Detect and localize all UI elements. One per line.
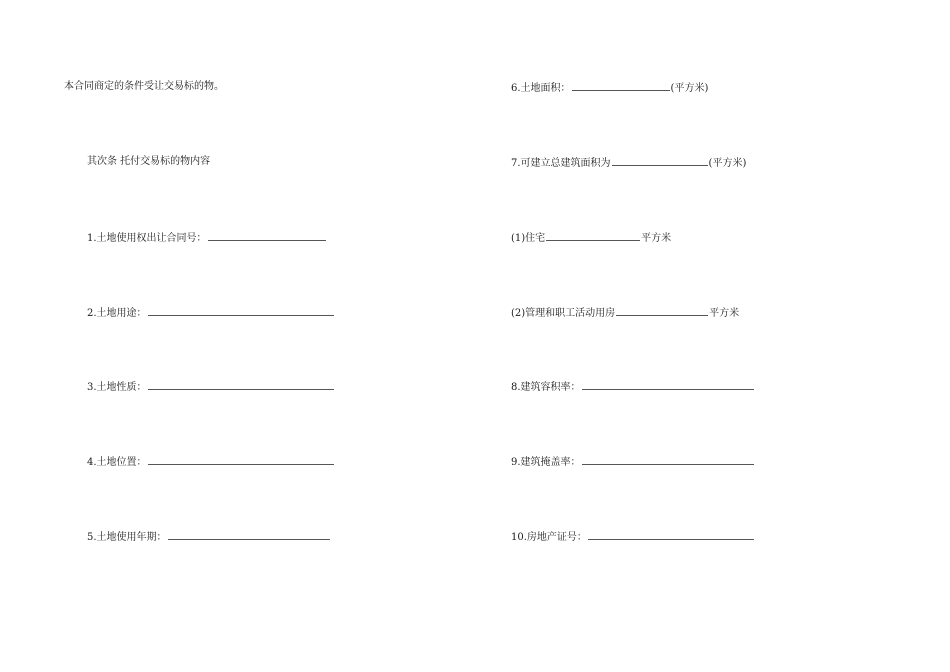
intro-label: 本合同商定的条件受让交易标的物。 [64, 81, 224, 92]
item-label: 9.建筑掩盖率： [511, 457, 581, 468]
item-label: 8.建筑容积率： [511, 382, 581, 393]
item-land-use [87, 305, 335, 319]
item-land-nature [87, 379, 335, 393]
item-label: (2)管理和职工活动用房 [511, 308, 616, 319]
item-residential-area [511, 230, 671, 244]
coverage-ratio-field[interactable] [582, 454, 754, 465]
total-floor-area-field[interactable] [612, 155, 708, 166]
item-label: 10.房地产证号： [511, 532, 587, 543]
item-contract-number [87, 230, 327, 244]
item-label: 2.土地用途： [87, 308, 147, 319]
item-total-floor-area [511, 155, 746, 169]
intro-text [64, 80, 224, 94]
land-term-field[interactable] [168, 529, 330, 540]
item-label: 4.土地位置： [87, 457, 147, 468]
article-heading-label: 其次条 托付交易标的物内容 [87, 156, 211, 167]
item-label: 1.土地使用权出让合同号： [87, 233, 207, 244]
item-property-certificate [511, 529, 755, 543]
land-use-field[interactable] [148, 305, 334, 316]
unit-label: 平方米 [641, 233, 672, 244]
item-label: 7.可建立总建筑面积为 [511, 158, 611, 169]
office-area-field[interactable] [616, 305, 708, 316]
item-label: (1)住宅 [511, 233, 546, 244]
unit-label: (平方米) [708, 158, 747, 169]
item-office-area [511, 305, 739, 319]
item-coverage-ratio [511, 454, 755, 468]
residential-area-field[interactable] [546, 230, 640, 241]
item-label: 5.土地使用年期： [87, 532, 167, 543]
plot-ratio-field[interactable] [582, 379, 754, 390]
item-plot-ratio [511, 379, 755, 393]
item-land-location [87, 454, 335, 468]
unit-label: (平方米) [670, 83, 709, 94]
land-location-field[interactable] [148, 454, 334, 465]
item-label: 3.土地性质： [87, 382, 147, 393]
item-land-area [511, 80, 708, 94]
property-certificate-field[interactable] [588, 529, 754, 540]
article-heading [87, 155, 210, 169]
item-label: 6.土地面积： [511, 83, 571, 94]
contract-number-field[interactable] [208, 230, 326, 241]
unit-label: 平方米 [709, 308, 740, 319]
land-nature-field[interactable] [148, 379, 334, 390]
item-land-term [87, 529, 331, 543]
land-area-field[interactable] [572, 80, 670, 91]
